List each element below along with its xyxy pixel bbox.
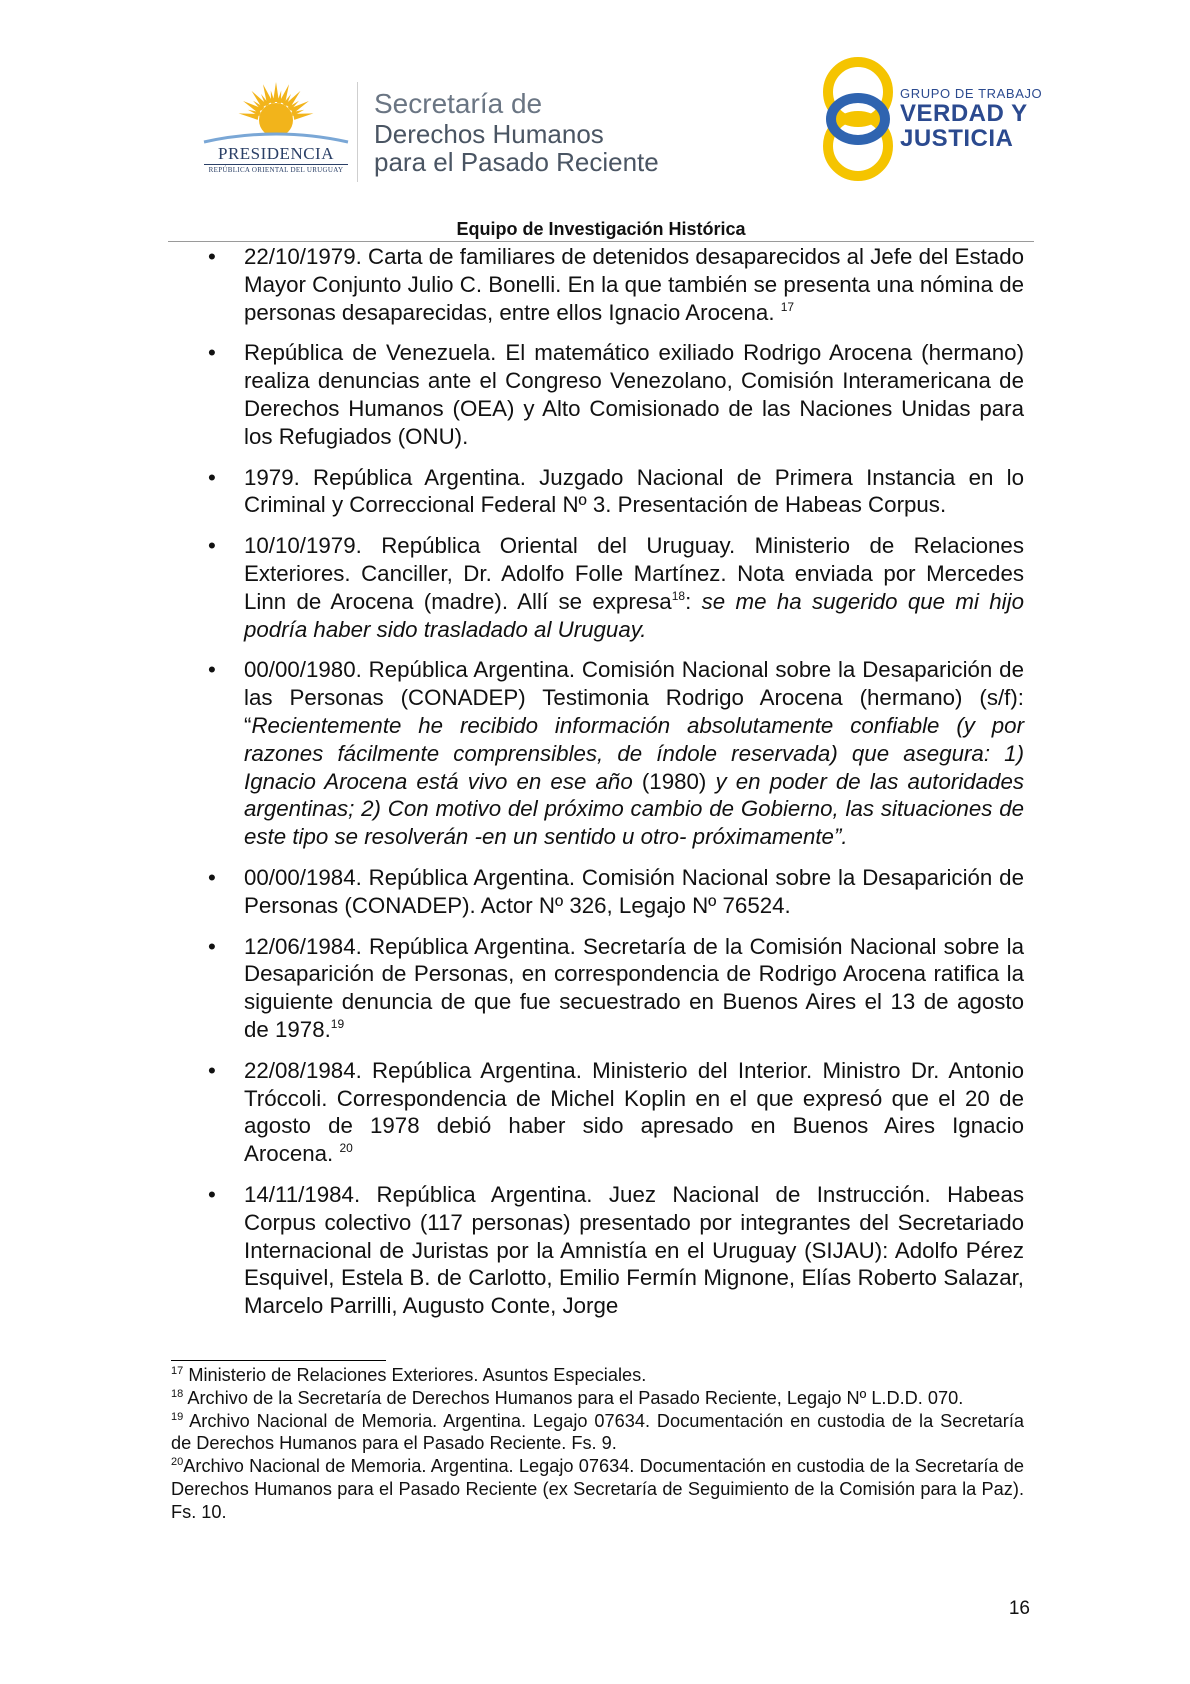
bullet: • [208,464,216,490]
verdad-justicia-rings-icon [816,54,906,184]
document-body [208,243,1024,1333]
grupo-line-2: VERDAD Y [900,100,1028,127]
footnote-number: 20 [171,1456,184,1469]
footnotes [171,1364,1024,1524]
list-item [208,933,1024,1044]
item-text: (1980) [632,768,716,794]
secretaria-line-1: Secretaría de [374,88,543,119]
item-text: 14/11/1984. República Argentina. Juez Nacional de Instrucción. Habeas Corpus colectivo (117 personas) presentado por integrantes del Secretariado Internacional de Juristas por la Amnistía en el Uruguay (SIJAU): Adolfo Pérez Esquivel, Estela B. de Carlotto, Emilio Fermín Mignone, Elías Roberto Salazar, Marcelo Parrilli, Augusto Conte, Jorge [244,1181,1024,1319]
footnote-ref: 17 [780,299,795,314]
secretaria-logo-text [374,88,714,176]
list-item [208,339,1024,450]
footnote [171,1455,1024,1523]
bullet: • [208,864,216,890]
list-item [208,1181,1024,1320]
bullet: • [208,1057,216,1083]
item-text: 00/00/1980. República Argentina. Comisión Nacional sobre la Desaparición de las Personas (CONADEP) Testimonia Rodrigo Arocena (hermano) (s/f): “ [244,657,1024,738]
footnote-number: 17 [171,1365,184,1377]
presidencia-logo [196,80,356,180]
item-quote: Recientemente he recibido información absolutamente confiable (y por razones fácilmente comprensibles, de índole reservada) que asegura: 1) Ignacio Arocena está vivo en ese año [244,712,1024,794]
footnote-separator [171,1360,386,1361]
footnote-ref: 20 [339,1141,353,1156]
item-text: : [685,588,702,614]
bullet: • [208,340,216,366]
sun-emblem-icon [196,80,356,144]
header-rule [168,241,1034,242]
header-divider [357,82,358,182]
page-number: 16 [1008,1598,1030,1619]
footnote [171,1364,1024,1387]
list-item [208,532,1024,643]
footnote-number: 18 [171,1387,184,1400]
item-text: 22/08/1984. República Argentina. Ministerio del Interior. Ministro Dr. Antonio Tróccoli. Correspondencia de Michel Koplin en el que expresó que el 20 de agosto de 1978 debió haber sido apresado en Buenos Aires Ignacio Arocena. [244,1057,1024,1167]
bullet: • [208,533,216,559]
list-item [208,864,1024,920]
footnote-text: Archivo de la Secretaría de Derechos Humanos para el Pasado Reciente, Legajo Nº L.D.D. 070. [187,1387,964,1408]
list-item [208,464,1024,520]
secretaria-line-3: para el Pasado Reciente [374,147,659,177]
footnote-text: Ministerio de Relaciones Exteriores. Asuntos Especiales. [188,1365,647,1385]
grupo-line-1: GRUPO DE TRABAJO [900,86,1043,101]
item-text: 00/00/1984. República Argentina. Comisión Nacional sobre la Desaparición de Personas (CONADEP). Actor Nº 326, Legajo Nº 76524. [244,864,1024,918]
footnote [171,1410,1024,1456]
item-quote: y en poder de las autoridades argentinas; 2) Con motivo del próximo cambio de Gobierno, las situaciones de este tipo se resolverán -en un sentido u otro- próximamente”. [244,768,1025,850]
page-header [0,0,1190,260]
presidencia-title: PRESIDENCIA [217,144,334,163]
presidencia-subtitle: REPÚBLICA ORIENTAL DEL URUGUAY [208,166,344,174]
grupo-trabajo-text [900,86,1050,151]
item-text: 12/06/1984. República Argentina. Secretaría de la Comisión Nacional sobre la Desaparición de Personas, en correspondencia de Rodrigo Arocena ratifica la siguiente denuncia de que fue secuestrado en Buenos Aires el 13 de agosto de 1978. [244,933,1024,1042]
list-item [208,1057,1024,1168]
footnote-text: Archivo Nacional de Memoria. Argentina. Legajo 07634. Documentación en custodia de la Secretaría de Derechos Humanos para el Pasado Reciente. Fs. 9. [171,1410,1024,1454]
bullet: • [208,1181,216,1207]
secretaria-line-2: Derechos Humanos [374,119,604,149]
item-text: 1979. República Argentina. Juzgado Nacional de Primera Instancia en lo Criminal y Correccional Federal Nº 3. Presentación de Habeas Corpus. [244,464,1024,518]
team-title: Equipo de Investigación Histórica [456,219,746,239]
presidencia-divider [204,164,348,165]
item-quote: se me ha sugerido que mi hijo podría haber sido trasladado al Uruguay. [244,588,1024,642]
bullet: • [208,933,216,959]
list-item [208,656,1024,851]
item-text: 10/10/1979. República Oriental del Uruguay. Ministerio de Relaciones Exteriores. Canciller, Dr. Adolfo Folle Martínez. Nota enviada por Mercedes Linn de Arocena (madre). Allí se expresa [244,533,1024,614]
bullet: • [208,244,216,269]
footnote-number: 19 [171,1410,184,1423]
list-item [208,243,1024,326]
item-text: República de Venezuela. El matemático exiliado Rodrigo Arocena (hermano) realiza denuncias ante el Congreso Venezolano, Comisión Interamericana de Derechos Humanos (OEA) y Alto Comisionado de las Naciones Unidas para los Refugiados (ONU). [244,340,1024,449]
footnote-text: Archivo Nacional de Memoria. Argentina. Legajo 07634. Documentación en custodia de la Secretaría de Derechos Humanos para el Pasado Reciente (ex Secretaría de Seguimiento de la Comisión para la Paz). Fs. 10. [171,1456,1024,1522]
footnote-ref: 19 [330,1016,345,1031]
grupo-line-3: JUSTICIA [900,125,1014,152]
footnote [171,1387,1024,1410]
bullet: • [208,657,216,683]
footnote-ref: 18 [671,588,686,603]
item-text: 22/10/1979. Carta de familiares de detenidos desaparecidos al Jefe del Estado Mayor Conjunto Julio C. Bonelli. En la que también se presenta una nómina de personas desaparecidas, entre ellos Ignacio Arocena. [244,244,1024,325]
